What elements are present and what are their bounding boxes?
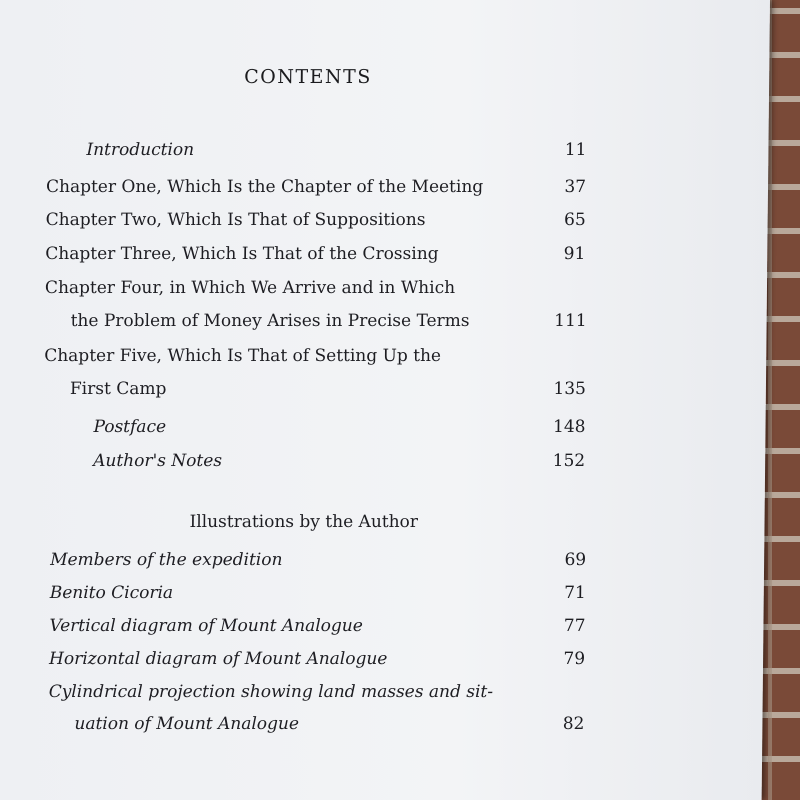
toc-entry-chapter-five-line2: First Camp: [69, 379, 167, 399]
illustration-entry: Members of the expedition: [50, 550, 283, 570]
contents-title: CONTENTS: [244, 66, 372, 88]
toc-page-chapter-five: 135: [553, 379, 587, 399]
illustration-entry-line2: uation of Mount Analogue: [74, 714, 300, 734]
toc-page-chapter-three: 91: [563, 244, 586, 264]
illustration-page: 79: [563, 649, 586, 669]
toc-page-chapter-four: 111: [554, 311, 587, 331]
toc-entry-introduction: Introduction: [86, 140, 195, 160]
illustration-entry: Vertical diagram of Mount Analogue: [49, 616, 363, 636]
toc-page-chapter-two: 65: [563, 210, 586, 230]
illustration-page: 77: [563, 616, 586, 636]
illustration-entry: Horizontal diagram of Mount Analogue: [48, 649, 388, 669]
illustration-entry-line1: Cylindrical projection showing land masses and sit-: [48, 682, 494, 702]
illustration-page: 69: [564, 550, 587, 570]
toc-entry-chapter-three: Chapter Three, Which Is That of the Crossing: [45, 244, 439, 264]
toc-page-introduction: 11: [564, 140, 587, 160]
toc-entry-chapter-four-line1: Chapter Four, in Which We Arrive and in Which: [44, 278, 456, 298]
toc-entry-chapter-five-line1: Chapter Five, Which Is That of Setting Up the: [44, 346, 442, 366]
toc-entry-chapter-two: Chapter Two, Which Is That of Suppositions: [45, 210, 426, 230]
toc-entry-chapter-one: Chapter One, Which Is the Chapter of the Meeting: [45, 177, 484, 197]
illustration-page: 71: [564, 583, 586, 603]
toc-entry-postface: Postface: [93, 417, 167, 437]
toc-page-chapter-one: 37: [564, 177, 587, 197]
toc-page-postface: 148: [552, 417, 586, 437]
illustration-page: 82: [562, 714, 585, 734]
toc-entry-authors-notes: Author's Notes: [93, 451, 223, 471]
toc-page-authors-notes: 152: [552, 451, 586, 471]
illustrations-heading: Illustrations by the Author: [189, 512, 419, 532]
toc-entry-chapter-four-line2: the Problem of Money Arises in Precise Terms: [70, 311, 470, 331]
illustration-entry: Benito Cicoria: [49, 583, 174, 603]
